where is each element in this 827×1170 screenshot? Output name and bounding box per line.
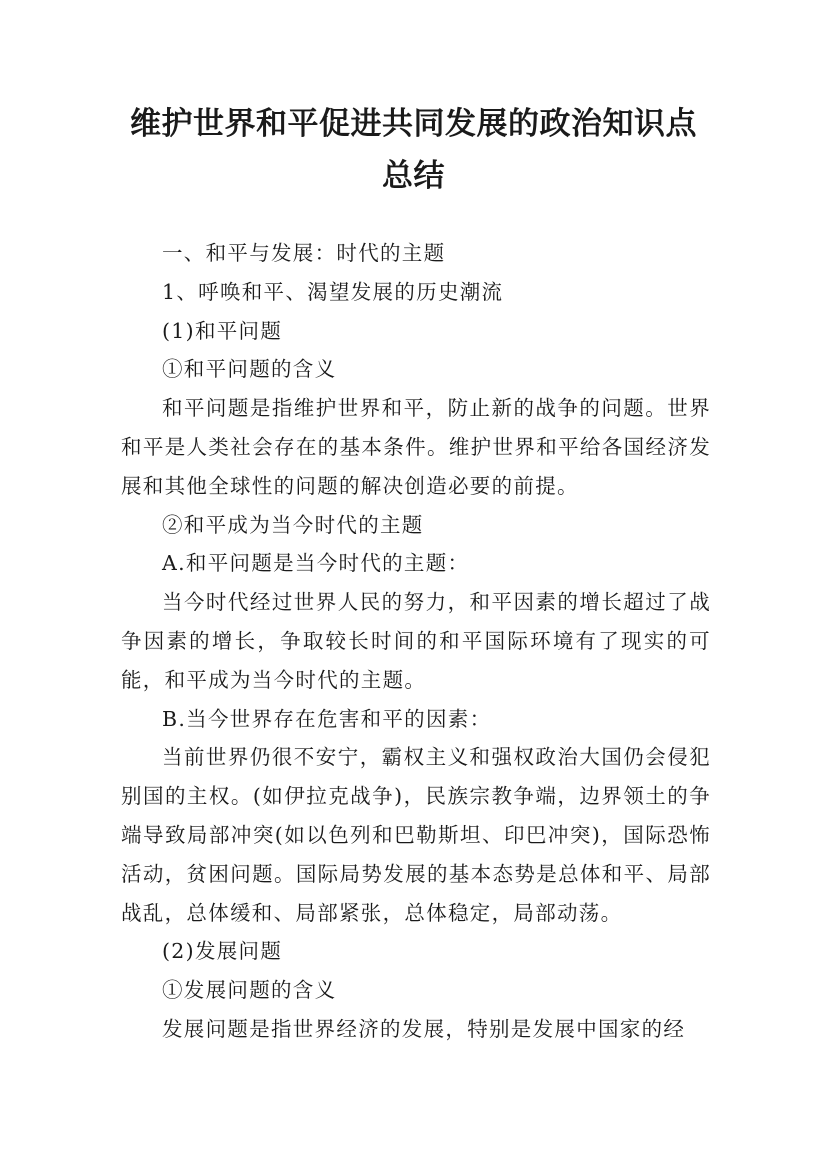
body-paragraph: 发展问题是指世界经济的发展，特别是发展中国家的经	[162, 1016, 686, 1041]
document-body	[121, 234, 711, 1049]
body-paragraph: 和平问题是指维护世界和平，防止新的战争的问题。世界和平是人类社会存在的基本条件。维护世界和平给各国经济发展和其他全球性的问题的解决创造必要的前提。	[121, 396, 711, 498]
document-title	[100, 98, 727, 202]
title-line-1: 维护世界和平促进共同发展的政治知识点	[130, 106, 697, 142]
point-heading: ①发展问题的含义	[162, 978, 337, 1003]
point-heading: ①和平问题的含义	[162, 357, 337, 382]
body-paragraph: 当前世界仍很不安宁，霸权主义和强权政治大国仍会侵犯别国的主权。(如伊拉克战争)，民族宗教争端，边界领土的争端导致局部冲突(如以色列和巴勒斯坦、印巴冲突)，国际恐怖活动，贫困问题。国际局势发展的基本态势是总体和平、局部战乱，总体缓和、局部紧张，总体稳定，局部动荡。	[121, 745, 711, 925]
body-paragraph: 当今时代经过世界人民的努力，和平因素的增长超过了战争因素的增长，争取较长时间的和平国际环境有了现实的可能，和平成为当今时代的主题。	[121, 590, 711, 692]
item-heading: B.当今世界存在危害和平的因素：	[162, 706, 492, 731]
item-heading: A.和平问题是当今时代的主题：	[162, 551, 470, 576]
title-line-2: 总结	[382, 158, 445, 194]
section-heading: 一、和平与发展：时代的主题	[162, 241, 446, 265]
subsection-heading: 1、呼唤和平、渴望发展的历史潮流	[162, 279, 504, 304]
point-heading: ②和平成为当今时代的主题	[162, 512, 424, 537]
topic-heading: (1)和平问题	[162, 318, 283, 343]
topic-heading: (2)发展问题	[162, 939, 283, 964]
